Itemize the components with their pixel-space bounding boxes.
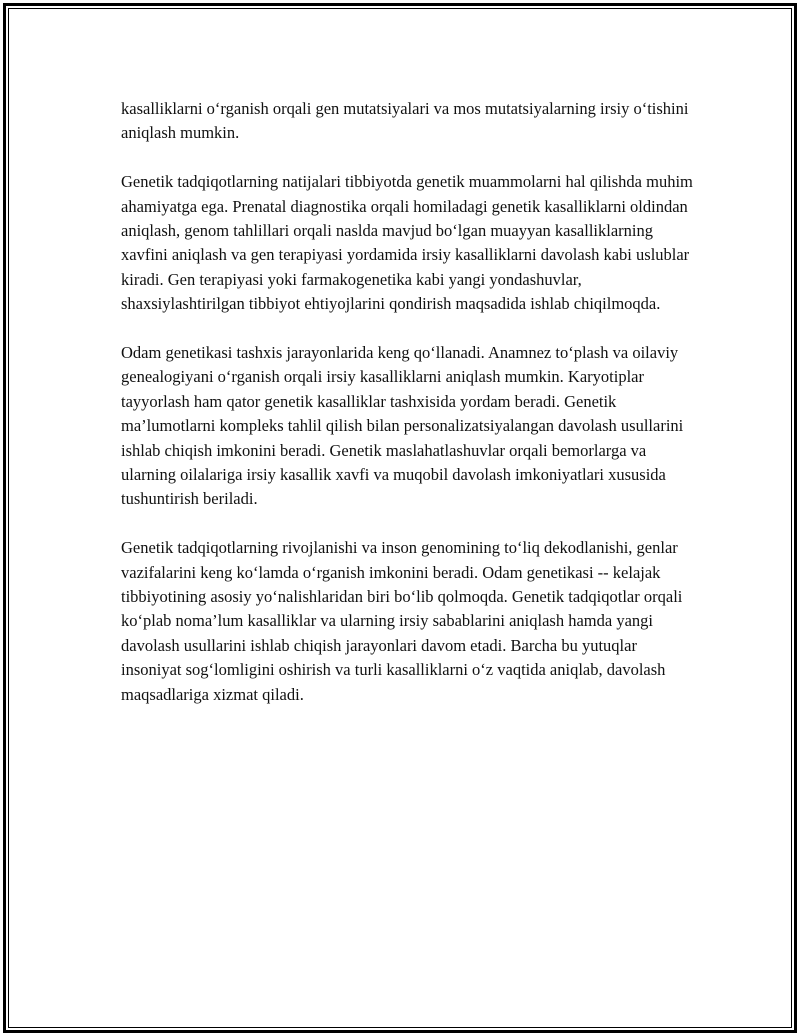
document-body — [121, 97, 696, 732]
page-frame — [3, 3, 797, 1033]
paragraph-4: Genetik tadqiqotlarning rivojlanishi va inson genomining to‘liq dekodlanishi, genlar vazifalarini keng ko‘lamda o‘rganish imkonini beradi. Odam genetikasi -- kelajak tibbiyotining asosiy yo‘nalishlaridan biri bo‘lib qolmoqda. Genetik tadqiqotlar orqali ko‘plab noma’lum kasalliklar va ularning irsiy sabablarini aniqlash hamda yangi davolash usullarini ishlab chiqish jarayonlari davom etadi. Barcha bu yutuqlar insoniyat sog‘lomligini oshirish va turli kasalliklarni o‘z vaqtida aniqlab, davolash maqsadlariga xizmat qiladi. — [121, 538, 683, 704]
paragraph-2: Genetik tadqiqotlarning natijalari tibbiyotda genetik muammolarni hal qilishda muhim ahamiyatga ega. Prenatal diagnostika orqali homiladagi genetik kasalliklarni oldindan aniqlash, genom tahlillari orqali naslda mavjud bo‘lgan muayyan kasalliklarning xavfini aniqlash va gen terapiyasi yordamida irsiy kasalliklarni davolash kabi uslublar kiradi. Gen terapiyasi yoki farmakogenetika kabi yangi yondashuvlar, shaxsiylashtirilgan tibbiyot ehtiyojlarini qondirish maqsadida ishlab chiqilmoqda. — [121, 172, 693, 314]
paragraph-1: kasalliklarni o‘rganish orqali gen mutatsiyalari va mos mutatsiyalarning irsiy o‘tishini aniqlash mumkin. — [121, 99, 689, 143]
paragraph-3: Odam genetikasi tashxis jarayonlarida keng qo‘llanadi. Anamnez to‘plash va oilaviy genealogiyani o‘rganish orqali irsiy kasalliklarni aniqlash mumkin. Karyotiplar tayyorlash ham qator genetik kasalliklar tashxisida yordam beradi. Genetik ma’lumotlarni kompleks tahlil qilish bilan personalizatsiyalangan davolash usullarini ishlab chiqish imkonini beradi. Genetik maslahatlashuvlar orqali bemorlarga va ularning oilalariga irsiy kasallik xavfi va muqobil davolash imkoniyatlari xususida tushuntirish beriladi. — [121, 343, 684, 509]
